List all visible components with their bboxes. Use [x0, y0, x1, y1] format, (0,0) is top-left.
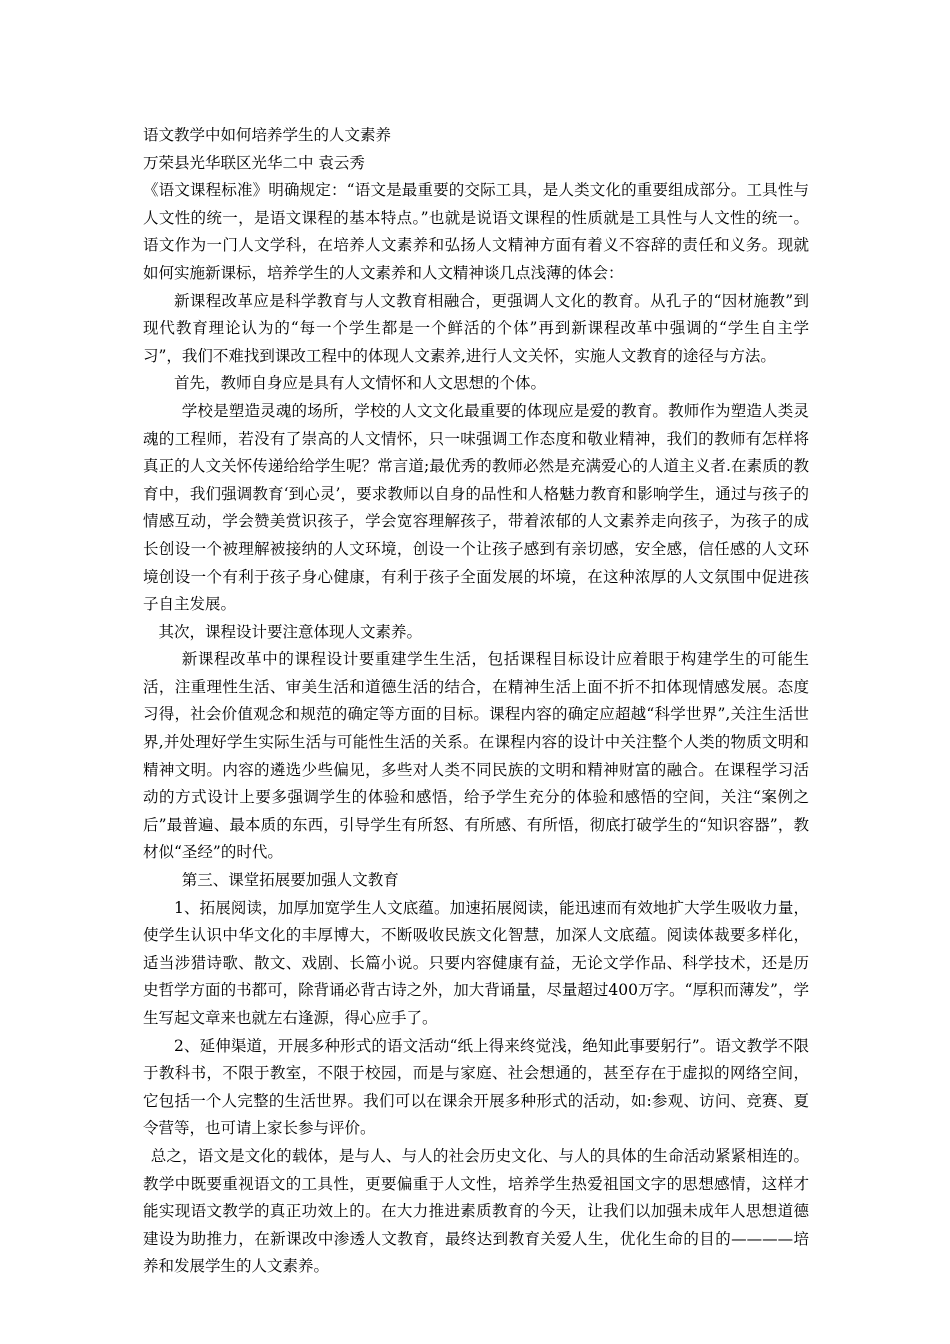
paragraph-intro: 《语文课程标准》明确规定：“语文是最重要的交际工具，是人类文化的重要组成部分。工具性与人文性的统一，是语文课程的基本特点。”也就是说语文课程的性质就是工具性与人文性的统一。语文作为一门人文学科，在培养人文素养和弘扬人文精神方面有着义不容辞的责任和义务。现就如何实施新课标，培养学生的人文素养和人文精神谈几点浅薄的体会：	[143, 181, 809, 282]
paragraph-curriculum: 新课程改革中的课程设计要重建学生生活，包括课程目标设计应着眼于构建学生的可能生活，注重理性生活、审美生活和道德生活的结合，在精神生活上面不折不扣体现情感发展。态度习得，社会价值观念和规范的确定等方面的目标。课程内容的确定应超越“科学世界”,关注生活世界,并处理好学生实际生活与可能性生活的关系。在课程内容的设计中关注整个人类的物质文明和精神文明。内容的遴选少些偏见，多些对人类不同民族的文明和精神财富的融合。在课程学习活动的方式设计上要多强调学生的体验和感悟，给予学生充分的体验和感悟的空间，关注“案例之后”最普遍、最本质的东西，引导学生有所怒、有所感、有所悟，彻底打破学生的“知识容器”，教材似“圣经”的时代。	[143, 650, 809, 862]
paragraph-reform: 新课程改革应是科学教育与人文教育相融合，更强调人文化的教育。从孔子的“因材施教”到现代教育理论认为的“每一个学生都是一个鲜活的个体”再到新课程改革中强调的“学生自主学习”，我们不难找到课改工程中的体现人文素养,进行人文关怀，实施人文教育的途径与方法。	[143, 291, 809, 365]
heading-third: 第三、课堂拓展要加强人文教育	[181, 871, 399, 890]
author-line: 万荣县光华联区光华二中 袁云秀	[143, 153, 365, 172]
paragraph-conclusion: 总之，语文是文化的载体，是与人、与人的社会历史文化、与人的具体的生命活动紧紧相连的。教学中既要重视语文的工具性，更要偏重于人文性，培养学生热爱祖国文字的思想感情，这样才能实现语文教学的真正功效上的。在大力推进素质教育的今天，让我们以加强未成年人思想道德建设为助推力，在新课改中渗透人文教育，最终达到教育关爱人生，优化生命的目的————培养和发展学生的人文素养。	[143, 1146, 809, 1276]
paragraph-teacher: 学校是塑造灵魂的场所，学校的人文文化最重要的体现应是爱的教育。教师作为塑造人类灵魂的工程师，若没有了崇高的人文情怀，只一味强调工作态度和敬业精神，我们的教师有怎样将真正的人文关怀传递给给学生呢？常言道;最优秀的教师必然是充满爱心的人道主义者.在素质的教育中，我们强调教育‘到心灵’，要求教师以自身的品性和人格魅力教育和影响学生，通过与孩子的情感互动，学会赞美赏识孩子，学会宽容理解孩子，带着浓郁的人文素养走向孩子，为孩子的成长创设一个被理解被接纳的人文环境，创设一个让孩子感到有亲切感，安全感，信任感的人文环境创设一个有利于孩子身心健康，有利于孩子全面发展的坏境，在这种浓厚的人文氛围中促进孩子自主发展。	[143, 401, 809, 614]
heading-first: 首先，教师自身应是具有人文情怀和人文思想的个体。	[174, 374, 547, 393]
document-page	[143, 122, 809, 1281]
heading-second: 其次，课程设计要注意体现人文素养。	[158, 622, 423, 641]
paragraph-reading: 1、拓展阅读，加厚加宽学生人文底蕴。加速拓展阅读，能迅速而有效地扩大学生吸收力量，使学生认识中华文化的丰厚博大，不断吸收民族文化智慧，加深人文底蕴。阅读体裁要多样化，适当涉猎诗歌、散文、戏剧、长篇小说。只要内容健康有益，无论文学作品、科学技术，还是历史哲学方面的书都可，除背诵必背古诗之外，加大背诵量，尽量超过400万字。“厚积而薄发”，学生写起文章来也就左右逢源，得心应手了。	[143, 898, 809, 1027]
paragraph-activities: 2、延伸渠道，开展多种形式的语文活动“纸上得来终觉浅，绝知此事要躬行”。语文教学不限于教科书，不限于教室，不限于校园，而是与家庭、社会想通的，甚至存在于虚拟的网络空间，它包括一个人完整的生活世界。我们可以在课余开展多种形式的活动，如:参观、访问、竞赛、夏令营等，也可请上家长参与评价。	[143, 1036, 809, 1138]
document-title: 语文教学中如何培养学生的人文素养	[143, 126, 392, 144]
